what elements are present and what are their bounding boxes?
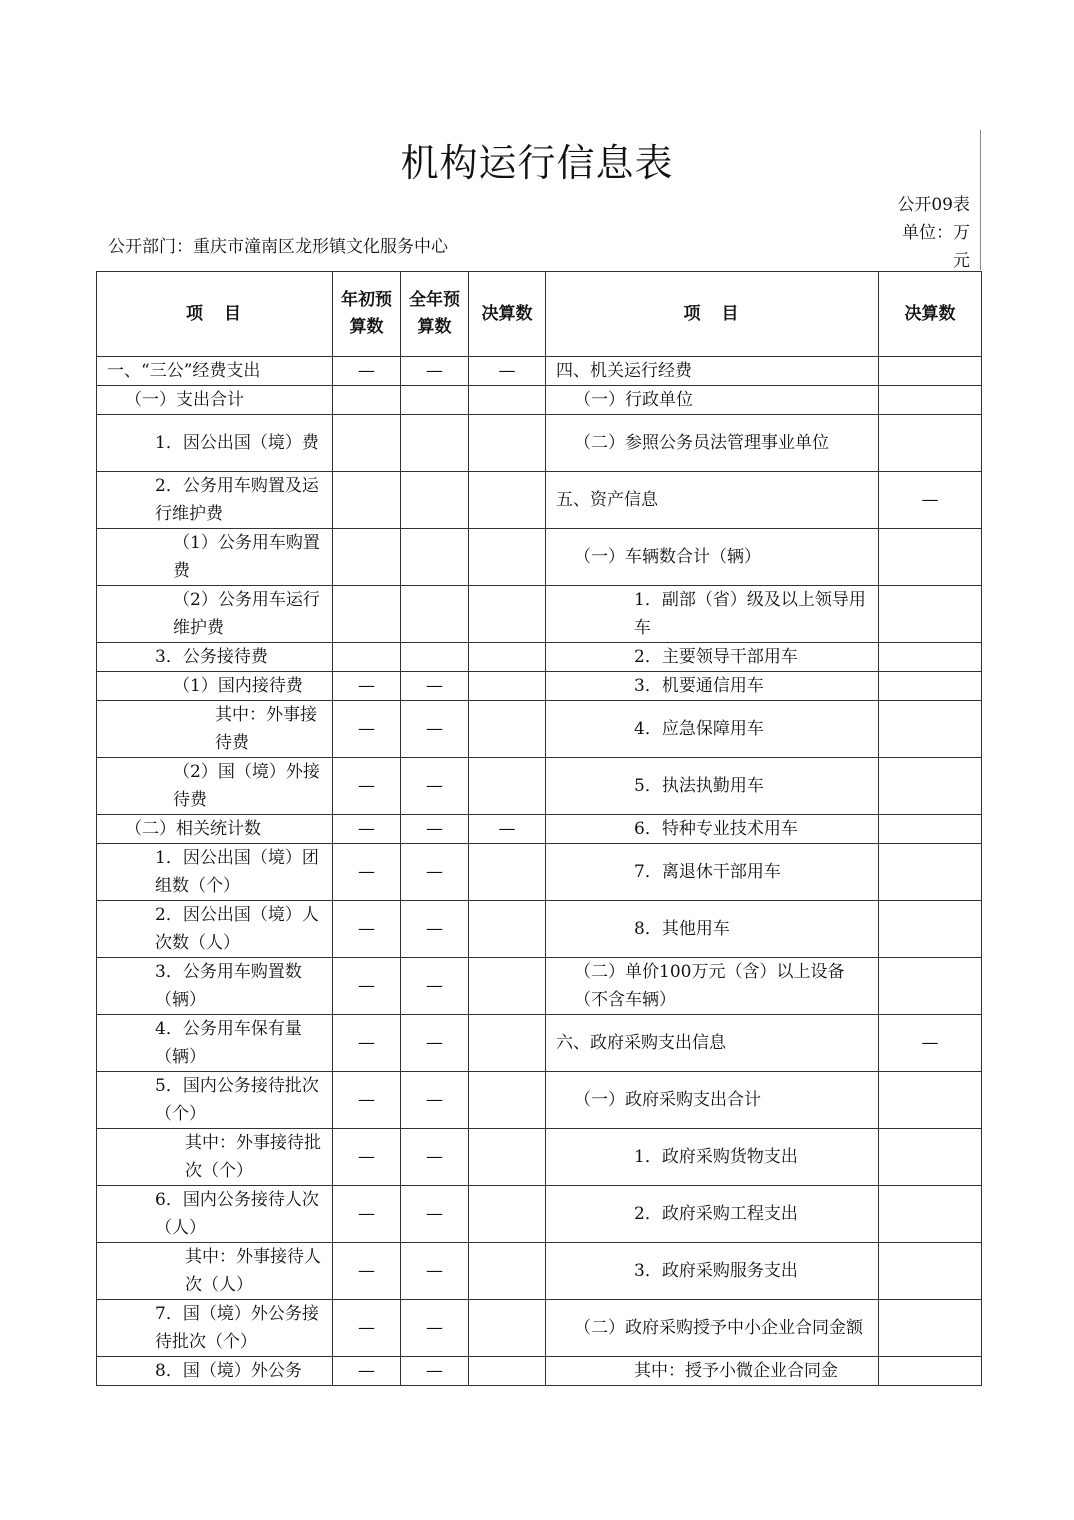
cell-final — [469, 844, 546, 901]
right-item: （一）政府采购支出合计 — [546, 1072, 879, 1129]
header-final: 决算数 — [469, 272, 546, 357]
cell-final — [469, 415, 546, 472]
cell-budget-full: — — [401, 1015, 469, 1072]
cell-budget-full: — — [401, 1243, 469, 1300]
cell-final-right — [879, 357, 982, 386]
cell-budget-full — [401, 472, 469, 529]
left-item: 一、“三公”经费支出 — [97, 357, 333, 386]
cell-final-right — [879, 1129, 982, 1186]
right-item: 四、机关运行经费 — [546, 357, 879, 386]
unit-label: 单位：万 — [902, 223, 970, 243]
cell-budget-initial — [333, 386, 401, 415]
cell-budget-full — [401, 643, 469, 672]
cell-final — [469, 386, 546, 415]
left-item: 5．国内公务接待批次（个） — [97, 1072, 333, 1129]
left-item: 1．因公出国（境）费 — [97, 415, 333, 472]
header-final-right: 决算数 — [879, 272, 982, 357]
cell-final-right — [879, 1357, 982, 1386]
table-row — [97, 1300, 982, 1357]
unit-label-cont: 元 — [953, 251, 970, 271]
cell-final: — — [469, 357, 546, 386]
table-row — [97, 758, 982, 815]
right-item: 2．政府采购工程支出 — [546, 1186, 879, 1243]
right-item: 3．政府采购服务支出 — [546, 1243, 879, 1300]
table-row — [97, 672, 982, 701]
cell-final — [469, 1357, 546, 1386]
cell-budget-initial — [333, 415, 401, 472]
cell-final — [469, 1300, 546, 1357]
table-row — [97, 529, 982, 586]
cell-final — [469, 529, 546, 586]
cell-budget-initial: — — [333, 958, 401, 1015]
table-row — [97, 701, 982, 758]
right-item: （二）政府采购授予中小企业合同金额 — [546, 1300, 879, 1357]
left-item: 其中：外事接待费 — [97, 701, 333, 758]
right-item: （一）行政单位 — [546, 386, 879, 415]
department-label: 公开部门：重庆市潼南区龙形镇文化服务中心 — [108, 237, 448, 257]
cell-final-right — [879, 529, 982, 586]
table-row — [97, 1357, 982, 1386]
cell-budget-initial: — — [333, 672, 401, 701]
cell-budget-full — [401, 415, 469, 472]
cell-final-right — [879, 815, 982, 844]
cell-final — [469, 758, 546, 815]
left-item: （1）公务用车购置费 — [97, 529, 333, 586]
cell-budget-initial: — — [333, 1357, 401, 1386]
left-item: 3．公务用车购置数（辆） — [97, 958, 333, 1015]
right-item: 1．政府采购货物支出 — [546, 1129, 879, 1186]
cell-budget-full — [401, 529, 469, 586]
cell-final-right — [879, 1186, 982, 1243]
cell-final-right — [879, 672, 982, 701]
cell-final — [469, 1129, 546, 1186]
left-item: （一）支出合计 — [97, 386, 333, 415]
table-row — [97, 472, 982, 529]
header-budget-initial: 年初预算数 — [333, 272, 401, 357]
cell-final — [469, 643, 546, 672]
cell-budget-full: — — [401, 1186, 469, 1243]
left-item: 其中：外事接待批次（个） — [97, 1129, 333, 1186]
cell-final-right — [879, 758, 982, 815]
cell-budget-full: — — [401, 1072, 469, 1129]
table-row — [97, 1015, 982, 1072]
left-item: 1．因公出国（境）团组数（个） — [97, 844, 333, 901]
right-item: 2．主要领导干部用车 — [546, 643, 879, 672]
cell-budget-initial — [333, 586, 401, 643]
cell-budget-full: — — [401, 701, 469, 758]
cell-budget-full: — — [401, 1357, 469, 1386]
table-row — [97, 815, 982, 844]
cell-final — [469, 472, 546, 529]
cell-final-right — [879, 901, 982, 958]
cell-final-right — [879, 415, 982, 472]
left-item: 6．国内公务接待人次（人） — [97, 1186, 333, 1243]
left-item: 2．因公出国（境）人次数（人） — [97, 901, 333, 958]
table-row — [97, 844, 982, 901]
info-table — [96, 271, 982, 1386]
table-row — [97, 357, 982, 386]
left-item: 3．公务接待费 — [97, 643, 333, 672]
table-row — [97, 415, 982, 472]
table-header-row — [97, 272, 982, 357]
right-item: 3．机要通信用车 — [546, 672, 879, 701]
left-item: 2．公务用车购置及运行维护费 — [97, 472, 333, 529]
cell-budget-initial: — — [333, 701, 401, 758]
cell-budget-initial: — — [333, 901, 401, 958]
cell-final — [469, 586, 546, 643]
right-item: 五、资产信息 — [546, 472, 879, 529]
cell-final-right — [879, 1300, 982, 1357]
left-item: 8．国（境）外公务 — [97, 1357, 333, 1386]
cell-budget-initial: — — [333, 1243, 401, 1300]
right-item: 六、政府采购支出信息 — [546, 1015, 879, 1072]
right-item: 7．离退休干部用车 — [546, 844, 879, 901]
page-title: 机构运行信息表 — [400, 141, 674, 185]
table-row — [97, 1072, 982, 1129]
table-row — [97, 1129, 982, 1186]
header-item-right: 项 目 — [546, 272, 879, 357]
cell-final — [469, 1072, 546, 1129]
right-item: 6．特种专业技术用车 — [546, 815, 879, 844]
right-item: 8．其他用车 — [546, 901, 879, 958]
table-row — [97, 643, 982, 672]
cell-budget-full: — — [401, 844, 469, 901]
cell-budget-initial: — — [333, 844, 401, 901]
right-item: 1．副部（省）级及以上领导用车 — [546, 586, 879, 643]
table-row — [97, 901, 982, 958]
cell-final: — — [469, 815, 546, 844]
cell-budget-full: — — [401, 815, 469, 844]
table-row — [97, 958, 982, 1015]
cell-budget-full: — — [401, 958, 469, 1015]
cell-final-right — [879, 586, 982, 643]
right-item: 其中：授予小微企业合同金 — [546, 1357, 879, 1386]
cell-budget-initial: — — [333, 357, 401, 386]
table-row — [97, 1243, 982, 1300]
table-code: 公开09表 — [897, 195, 970, 215]
cell-final-right — [879, 701, 982, 758]
cell-budget-full: — — [401, 357, 469, 386]
cell-budget-full — [401, 586, 469, 643]
right-item: 5．执法执勤用车 — [546, 758, 879, 815]
cell-final-right — [879, 1072, 982, 1129]
page-edge-line — [980, 130, 981, 270]
cell-final-right — [879, 386, 982, 415]
cell-final — [469, 901, 546, 958]
cell-final-right — [879, 958, 982, 1015]
header-budget-full: 全年预算数 — [401, 272, 469, 357]
cell-budget-initial: — — [333, 758, 401, 815]
table-row — [97, 386, 982, 415]
cell-budget-initial — [333, 529, 401, 586]
cell-budget-full: — — [401, 1300, 469, 1357]
left-item: 7．国（境）外公务接待批次（个） — [97, 1300, 333, 1357]
cell-final — [469, 958, 546, 1015]
right-item: （二）参照公务员法管理事业单位 — [546, 415, 879, 472]
cell-final-right — [879, 643, 982, 672]
cell-final-right — [879, 844, 982, 901]
left-item: 4．公务用车保有量（辆） — [97, 1015, 333, 1072]
cell-budget-full — [401, 386, 469, 415]
cell-final-right: — — [879, 472, 982, 529]
cell-budget-full: — — [401, 1129, 469, 1186]
cell-budget-initial: — — [333, 1300, 401, 1357]
left-item: （二）相关统计数 — [97, 815, 333, 844]
right-item: （二）单价100万元（含）以上设备（不含车辆） — [546, 958, 879, 1015]
table-row — [97, 586, 982, 643]
cell-budget-full: — — [401, 672, 469, 701]
left-item: （2）公务用车运行维护费 — [97, 586, 333, 643]
cell-final — [469, 1015, 546, 1072]
cell-final — [469, 1243, 546, 1300]
right-item: （一）车辆数合计（辆） — [546, 529, 879, 586]
cell-budget-initial: — — [333, 815, 401, 844]
right-item: 4．应急保障用车 — [546, 701, 879, 758]
cell-final-right — [879, 1243, 982, 1300]
cell-budget-initial: — — [333, 1186, 401, 1243]
left-item: （1）国内接待费 — [97, 672, 333, 701]
left-item: （2）国（境）外接待费 — [97, 758, 333, 815]
left-item: 其中：外事接待人次（人） — [97, 1243, 333, 1300]
cell-final — [469, 672, 546, 701]
cell-final-right: — — [879, 1015, 982, 1072]
cell-final — [469, 1186, 546, 1243]
cell-budget-initial — [333, 643, 401, 672]
table-row — [97, 1186, 982, 1243]
cell-budget-full: — — [401, 901, 469, 958]
cell-budget-initial: — — [333, 1015, 401, 1072]
cell-final — [469, 701, 546, 758]
cell-budget-full: — — [401, 758, 469, 815]
header-item-left: 项 目 — [97, 272, 333, 357]
cell-budget-initial — [333, 472, 401, 529]
cell-budget-initial: — — [333, 1129, 401, 1186]
cell-budget-initial: — — [333, 1072, 401, 1129]
